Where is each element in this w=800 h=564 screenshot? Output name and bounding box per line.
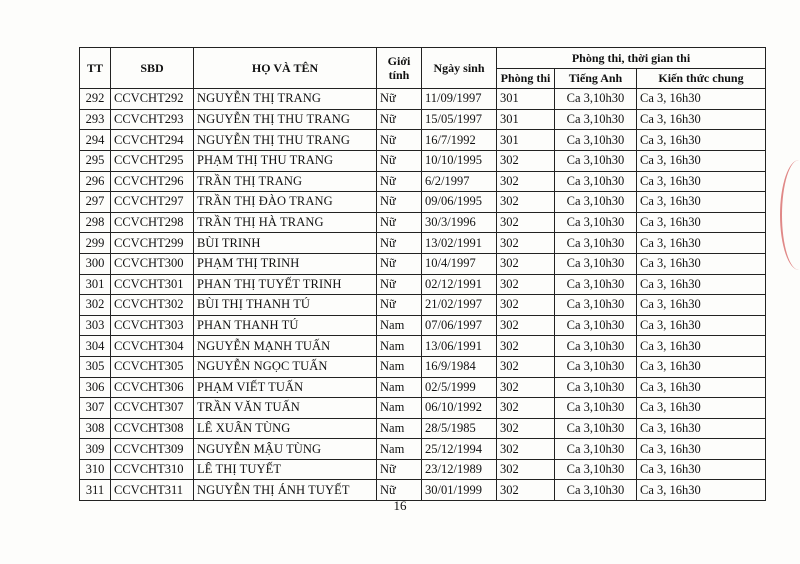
cell-tt: 310: [80, 459, 111, 480]
cell-room: 302: [497, 459, 555, 480]
cell-dob: 6/2/1997: [422, 171, 497, 192]
cell-name: NGUYỄN THỊ THU TRANG: [194, 130, 377, 151]
cell-general: Ca 3, 16h30: [637, 336, 766, 357]
cell-dob: 06/10/1992: [422, 398, 497, 419]
cell-general: Ca 3, 16h30: [637, 274, 766, 295]
cell-english: Ca 3,10h30: [555, 336, 637, 357]
cell-english: Ca 3,10h30: [555, 459, 637, 480]
table-row: [80, 233, 766, 254]
seal-stamp-fragment: [780, 160, 800, 270]
table-body: [80, 89, 766, 501]
table-row: [80, 150, 766, 171]
cell-general: Ca 3, 16h30: [637, 150, 766, 171]
cell-tt: 295: [80, 150, 111, 171]
table-row: [80, 398, 766, 419]
cell-sbd: CCVCHT303: [111, 315, 194, 336]
cell-gender: Nữ: [377, 233, 422, 254]
cell-sbd: CCVCHT293: [111, 109, 194, 130]
table-row: [80, 459, 766, 480]
cell-dob: 13/02/1991: [422, 233, 497, 254]
table-row: [80, 377, 766, 398]
table-row: [80, 192, 766, 213]
cell-dob: 09/06/1995: [422, 192, 497, 213]
cell-tt: 294: [80, 130, 111, 151]
cell-sbd: CCVCHT292: [111, 89, 194, 110]
cell-room: 302: [497, 439, 555, 460]
cell-room: 302: [497, 212, 555, 233]
cell-sbd: CCVCHT304: [111, 336, 194, 357]
cell-name: NGUYỄN THỊ TRANG: [194, 89, 377, 110]
cell-sbd: CCVCHT306: [111, 377, 194, 398]
header-english: Tiếng Anh: [555, 68, 637, 89]
cell-sbd: CCVCHT297: [111, 192, 194, 213]
cell-gender: Nữ: [377, 171, 422, 192]
cell-english: Ca 3,10h30: [555, 233, 637, 254]
cell-general: Ca 3, 16h30: [637, 192, 766, 213]
cell-sbd: CCVCHT307: [111, 398, 194, 419]
table-row: [80, 356, 766, 377]
cell-room: 302: [497, 398, 555, 419]
cell-sbd: CCVCHT302: [111, 295, 194, 316]
cell-english: Ca 3,10h30: [555, 295, 637, 316]
table-row: [80, 212, 766, 233]
cell-english: Ca 3,10h30: [555, 480, 637, 501]
cell-name: PHẠM VIẾT TUẤN: [194, 377, 377, 398]
cell-name: NGUYỄN MẠNH TUẤN: [194, 336, 377, 357]
cell-tt: 301: [80, 274, 111, 295]
cell-tt: 299: [80, 233, 111, 254]
cell-dob: 02/5/1999: [422, 377, 497, 398]
cell-general: Ca 3, 16h30: [637, 480, 766, 501]
cell-tt: 296: [80, 171, 111, 192]
cell-tt: 300: [80, 253, 111, 274]
cell-name: PHẠM THỊ THU TRANG: [194, 150, 377, 171]
cell-room: 302: [497, 150, 555, 171]
cell-sbd: CCVCHT296: [111, 171, 194, 192]
cell-dob: 10/4/1997: [422, 253, 497, 274]
cell-gender: Nữ: [377, 274, 422, 295]
cell-dob: 10/10/1995: [422, 150, 497, 171]
cell-dob: 21/02/1997: [422, 295, 497, 316]
cell-name: NGUYỄN THỊ THU TRANG: [194, 109, 377, 130]
header-dob: Ngày sinh: [422, 48, 497, 89]
cell-general: Ca 3, 16h30: [637, 212, 766, 233]
cell-english: Ca 3,10h30: [555, 398, 637, 419]
cell-sbd: CCVCHT300: [111, 253, 194, 274]
header-name: HỌ VÀ TÊN: [194, 48, 377, 89]
cell-name: TRẦN VĂN TUẤN: [194, 398, 377, 419]
cell-dob: 25/12/1994: [422, 439, 497, 460]
cell-english: Ca 3,10h30: [555, 109, 637, 130]
cell-name: BÙI THỊ THANH TÚ: [194, 295, 377, 316]
cell-general: Ca 3, 16h30: [637, 439, 766, 460]
cell-general: Ca 3, 16h30: [637, 89, 766, 110]
cell-sbd: CCVCHT308: [111, 418, 194, 439]
cell-room: 301: [497, 130, 555, 151]
cell-tt: 308: [80, 418, 111, 439]
table-row: [80, 295, 766, 316]
cell-general: Ca 3, 16h30: [637, 377, 766, 398]
cell-english: Ca 3,10h30: [555, 439, 637, 460]
cell-sbd: CCVCHT309: [111, 439, 194, 460]
cell-name: PHẠM THỊ TRINH: [194, 253, 377, 274]
cell-gender: Nam: [377, 377, 422, 398]
table-row: [80, 109, 766, 130]
cell-dob: 16/7/1992: [422, 130, 497, 151]
cell-tt: 309: [80, 439, 111, 460]
cell-room: 302: [497, 253, 555, 274]
cell-dob: 13/06/1991: [422, 336, 497, 357]
table-row: [80, 130, 766, 151]
cell-tt: 297: [80, 192, 111, 213]
cell-name: TRẦN THỊ ĐÀO TRANG: [194, 192, 377, 213]
cell-dob: 02/12/1991: [422, 274, 497, 295]
cell-room: 302: [497, 315, 555, 336]
cell-name: NGUYỄN MẬU TÙNG: [194, 439, 377, 460]
table-row: [80, 274, 766, 295]
header-general: Kiến thức chung: [637, 68, 766, 89]
header-exam-group: Phòng thi, thời gian thi: [497, 48, 766, 69]
cell-gender: Nữ: [377, 89, 422, 110]
cell-gender: Nữ: [377, 480, 422, 501]
cell-english: Ca 3,10h30: [555, 171, 637, 192]
cell-sbd: CCVCHT298: [111, 212, 194, 233]
cell-sbd: CCVCHT299: [111, 233, 194, 254]
cell-gender: Nữ: [377, 192, 422, 213]
cell-tt: 298: [80, 212, 111, 233]
cell-sbd: CCVCHT305: [111, 356, 194, 377]
cell-room: 302: [497, 336, 555, 357]
header-gender: Giới tính: [377, 48, 422, 89]
cell-sbd: CCVCHT295: [111, 150, 194, 171]
cell-dob: 23/12/1989: [422, 459, 497, 480]
cell-english: Ca 3,10h30: [555, 253, 637, 274]
table-row: [80, 439, 766, 460]
cell-room: 302: [497, 480, 555, 501]
cell-gender: Nữ: [377, 130, 422, 151]
cell-gender: Nữ: [377, 212, 422, 233]
table-row: [80, 336, 766, 357]
cell-dob: 16/9/1984: [422, 356, 497, 377]
cell-name: LÊ XUÂN TÙNG: [194, 418, 377, 439]
cell-gender: Nam: [377, 398, 422, 419]
cell-name: LÊ THỊ TUYẾT: [194, 459, 377, 480]
cell-general: Ca 3, 16h30: [637, 171, 766, 192]
cell-gender: Nữ: [377, 253, 422, 274]
cell-english: Ca 3,10h30: [555, 274, 637, 295]
cell-general: Ca 3, 16h30: [637, 109, 766, 130]
cell-room: 302: [497, 192, 555, 213]
cell-english: Ca 3,10h30: [555, 377, 637, 398]
cell-general: Ca 3, 16h30: [637, 356, 766, 377]
cell-general: Ca 3, 16h30: [637, 233, 766, 254]
table-row: [80, 171, 766, 192]
page-number: 16: [393, 498, 407, 513]
cell-tt: 306: [80, 377, 111, 398]
cell-sbd: CCVCHT310: [111, 459, 194, 480]
header-tt: TT: [80, 48, 111, 89]
header-sbd: SBD: [111, 48, 194, 89]
cell-sbd: CCVCHT301: [111, 274, 194, 295]
cell-dob: 30/3/1996: [422, 212, 497, 233]
cell-gender: Nam: [377, 315, 422, 336]
cell-tt: 307: [80, 398, 111, 419]
cell-gender: Nam: [377, 336, 422, 357]
cell-english: Ca 3,10h30: [555, 130, 637, 151]
cell-dob: 30/01/1999: [422, 480, 497, 501]
cell-name: TRẦN THỊ TRANG: [194, 171, 377, 192]
cell-dob: 15/05/1997: [422, 109, 497, 130]
cell-sbd: CCVCHT311: [111, 480, 194, 501]
cell-room: 302: [497, 274, 555, 295]
cell-gender: Nữ: [377, 295, 422, 316]
cell-tt: 302: [80, 295, 111, 316]
cell-gender: Nữ: [377, 109, 422, 130]
cell-english: Ca 3,10h30: [555, 418, 637, 439]
cell-general: Ca 3, 16h30: [637, 253, 766, 274]
table-row: [80, 418, 766, 439]
cell-general: Ca 3, 16h30: [637, 130, 766, 151]
cell-general: Ca 3, 16h30: [637, 418, 766, 439]
cell-english: Ca 3,10h30: [555, 192, 637, 213]
cell-sbd: CCVCHT294: [111, 130, 194, 151]
cell-name: NGUYỄN THỊ ÁNH TUYẾT: [194, 480, 377, 501]
cell-name: PHAN THANH TÚ: [194, 315, 377, 336]
cell-gender: Nam: [377, 356, 422, 377]
cell-room: 302: [497, 171, 555, 192]
cell-gender: Nam: [377, 439, 422, 460]
cell-name: NGUYỄN NGỌC TUẤN: [194, 356, 377, 377]
cell-dob: 07/06/1997: [422, 315, 497, 336]
table-header: [80, 48, 766, 89]
cell-dob: 28/5/1985: [422, 418, 497, 439]
cell-tt: 292: [80, 89, 111, 110]
cell-general: Ca 3, 16h30: [637, 315, 766, 336]
cell-room: 302: [497, 418, 555, 439]
cell-english: Ca 3,10h30: [555, 89, 637, 110]
cell-tt: 311: [80, 480, 111, 501]
cell-gender: Nam: [377, 418, 422, 439]
cell-general: Ca 3, 16h30: [637, 295, 766, 316]
cell-english: Ca 3,10h30: [555, 212, 637, 233]
cell-name: PHAN THỊ TUYẾT TRINH: [194, 274, 377, 295]
cell-room: 302: [497, 233, 555, 254]
cell-dob: 11/09/1997: [422, 89, 497, 110]
header-room: Phòng thi: [497, 68, 555, 89]
cell-room: 301: [497, 109, 555, 130]
cell-tt: 293: [80, 109, 111, 130]
cell-room: 302: [497, 295, 555, 316]
cell-english: Ca 3,10h30: [555, 356, 637, 377]
candidate-table: [79, 47, 766, 501]
cell-english: Ca 3,10h30: [555, 150, 637, 171]
table-row: [80, 89, 766, 110]
cell-gender: Nữ: [377, 459, 422, 480]
cell-name: TRẦN THỊ HÀ TRANG: [194, 212, 377, 233]
cell-english: Ca 3,10h30: [555, 315, 637, 336]
cell-general: Ca 3, 16h30: [637, 398, 766, 419]
table-row: [80, 253, 766, 274]
cell-gender: Nữ: [377, 150, 422, 171]
cell-tt: 305: [80, 356, 111, 377]
cell-room: 301: [497, 89, 555, 110]
cell-room: 302: [497, 356, 555, 377]
cell-tt: 304: [80, 336, 111, 357]
cell-tt: 303: [80, 315, 111, 336]
cell-general: Ca 3, 16h30: [637, 459, 766, 480]
cell-name: BÙI TRINH: [194, 233, 377, 254]
table-row: [80, 315, 766, 336]
cell-room: 302: [497, 377, 555, 398]
